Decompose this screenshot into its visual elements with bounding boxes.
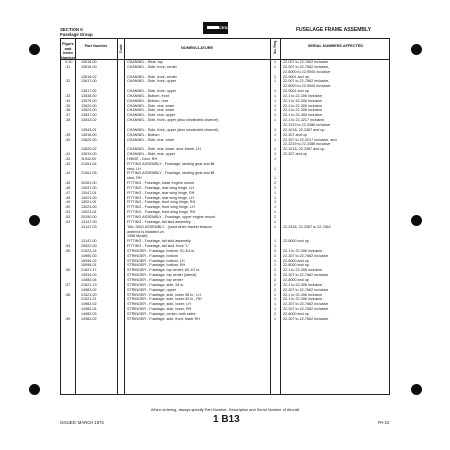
group-label: Fuselage Group xyxy=(60,32,93,38)
nomenclature-cell: CHANNEL - Bottom, rear xyxy=(127,98,169,103)
fig-index-cell: -57 xyxy=(65,282,71,287)
nomenclature-cell: HINGE - Door, RH xyxy=(127,156,158,161)
part-number-cell: 13538-00 xyxy=(81,93,97,98)
serial-cell: 22-307 to 22-7662 inclusive xyxy=(283,307,329,312)
part-number-cell: 13021-00 xyxy=(81,195,97,200)
nomenclature-cell: CHANNEL - Side, front, upper xyxy=(127,89,177,94)
serial-cell: 22-1 to 22-306 inclusive xyxy=(283,248,323,253)
req-cell: 2 xyxy=(274,215,277,219)
fig-index-cell: -38 xyxy=(65,118,71,123)
section-label: SECTION II xyxy=(60,27,83,32)
part-number-cell: 21261-05 xyxy=(81,171,97,176)
fig-index-cell: -34 xyxy=(65,98,71,103)
req-cell: 1 xyxy=(274,195,277,200)
req-cell: 1 xyxy=(274,147,277,152)
part-number-cell: 21622-24 xyxy=(81,248,97,253)
fig-index-cell: -42 xyxy=(65,156,71,161)
serial-cell: 22-307 to 22-7662 inclusive xyxy=(283,302,329,307)
part-number-cell: 13021-01 xyxy=(81,200,97,205)
part-number-cell: 21621-17 xyxy=(81,268,97,273)
page-code: 1 B13 xyxy=(213,414,240,425)
serial-cell: 22-8000 and up xyxy=(283,263,309,268)
part-number-cell: 13616-00 xyxy=(81,64,97,69)
nomenclature-cell: FITTING - Fuselage, rear wing hinge, RH xyxy=(127,190,195,195)
nomenclature-cell: FITTING ASSEMBLY - Fuselage, landing gear and lift xyxy=(127,161,215,166)
req-cell: 2 xyxy=(274,248,277,253)
fig-index-cell: -39 xyxy=(65,132,71,137)
nomenclature-cell: CHANNEL - Side, front, upper (also windshield channel) xyxy=(127,127,219,132)
col-header-serial: SERIAL NUMBERS AFFECTED xyxy=(307,44,364,48)
nomenclature-cell: FITTING - Fuselage, lower engine mount xyxy=(127,181,195,186)
part-number-cell: 14982-02 xyxy=(81,316,97,321)
nomenclature-cell: CHANNEL - Side, front, upper xyxy=(127,79,177,84)
req-cell: 1 xyxy=(274,132,277,137)
fig-index-cell: -47 xyxy=(65,190,71,195)
nomenclature-cell: STRINGER - Fuselage, side, lower 58 in., LH xyxy=(127,292,201,297)
fig-index-cell: -45 xyxy=(65,181,71,186)
serial-cell: 22-307 and up xyxy=(283,132,307,137)
fig-index-cell: -43 xyxy=(65,161,71,166)
serial-cell: 22-307 to 22-7662 inclusive xyxy=(283,253,329,258)
req-cell: 2 xyxy=(274,181,277,186)
nomenclature-cell: strut, LH xyxy=(127,166,141,171)
fig-index-cell: -35 xyxy=(65,103,71,108)
part-number-cell: 13543-01 xyxy=(81,127,97,132)
serial-cell: 22-8000 to 22-9000 inclusive xyxy=(283,84,331,89)
req-cell: 1 xyxy=(274,156,277,161)
req-cell: 1 xyxy=(274,89,277,94)
req-cell: 1 xyxy=(274,244,277,249)
req-cell: 1 xyxy=(274,79,277,84)
serial-cell: 22-1 to 22-306 inclusive xyxy=(283,93,323,98)
nomenclature-cell: CHANNEL - Side, rear, lower xyxy=(127,108,175,113)
nomenclature-cell: STRINGER - Fuselage, side, front, lower RH xyxy=(127,316,200,321)
req-cell: 1 xyxy=(274,205,277,210)
nomenclature-cell: CHANNEL - Side, rear, lower xyxy=(127,137,175,142)
part-number-cell: 21621-21 xyxy=(81,297,97,302)
part-number-cell: 20622-00 xyxy=(81,244,97,249)
nomenclature-cell: STRINGER - Fuselage, side, lower, LH xyxy=(127,302,191,307)
section-heading xyxy=(60,27,93,37)
serial-cell: 22-3219 to 22-3386 inclusive xyxy=(283,142,331,147)
col-header-nomenclature: NOMENCLATURE xyxy=(181,46,213,50)
logo-text: CESSNA xyxy=(219,24,236,30)
req-cell: 1 xyxy=(274,60,277,64)
serial-cell: 22-1 to 22-306 inclusive xyxy=(283,113,323,118)
fig-index-cell: -41 xyxy=(65,152,71,157)
nomenclature-cell: STRINGER - Fuselage, top center xyxy=(127,277,183,282)
serial-cell: 22-1 to 22-306 inclusive xyxy=(283,103,323,108)
part-number-cell: 14982-02 xyxy=(81,302,97,307)
serial-cell: 22-3218, 22-3387 and up xyxy=(283,147,325,152)
req-cell: 2 xyxy=(274,277,277,282)
req-cell: 1 xyxy=(274,137,277,142)
serial-cell: 22-007 to 22-7662 inclusive, xyxy=(283,64,330,69)
req-cell: 1 xyxy=(274,210,277,215)
req-cell: 1 xyxy=(274,302,277,307)
fig-index-cell: -37 xyxy=(65,113,71,118)
nomenclature-cell: STRINGER - Fuselage, side, lower 83 in., RH xyxy=(127,297,202,302)
part-number-cell: 21261-04 xyxy=(81,161,97,166)
req-cell: 1 xyxy=(274,239,277,244)
serial-cell: 22-8000 to 22-9000 inclusive xyxy=(283,69,331,74)
nomenclature-cell: STRINGER - Fuselage, bottom, RH xyxy=(127,263,186,268)
part-number-cell: 20261-00 xyxy=(81,181,97,186)
serial-cell: 22-307 to 22-7662 inclusive xyxy=(283,273,329,278)
nomenclature-cell: CHANNEL - Side, front, center xyxy=(127,74,177,79)
fig-index-cell: -59 xyxy=(65,316,71,321)
nomenclature-cell: STRINGER - Fuselage, side, 54 in. xyxy=(127,282,185,287)
serial-cell: 22-9001 and up xyxy=(283,89,309,94)
part-number-cell: 13023-00 xyxy=(81,205,97,210)
nomenclature-cell: FITTING - Fuselage, tail skid, front "L" xyxy=(127,244,190,249)
part-number-cell: 14980-00 xyxy=(81,253,97,258)
part-number-cell: 13147-03 xyxy=(81,224,97,229)
nomenclature-cell: STRINGER - Fuselage, bottom, LH xyxy=(127,258,185,263)
req-cell: 2 xyxy=(274,282,277,287)
part-number-cell: 13617-00 xyxy=(81,79,97,84)
col-header-fig-index: Figure and Index Number xyxy=(61,42,76,60)
page-title: FUSELAGE FRAME ASSEMBLY xyxy=(296,27,371,33)
serial-cell: 22-007 to 22-7662 inclusive xyxy=(283,60,329,64)
binder-hole-top-right xyxy=(411,44,422,55)
part-number-cell: 14982-04 xyxy=(81,307,97,312)
fig-index-cell: -33 xyxy=(65,93,71,98)
nomenclature-cell: CHANNEL - Side, front, center xyxy=(127,64,177,69)
parts-table xyxy=(60,38,390,395)
serial-cell: 22-307 to 22-3217 inclusive, and xyxy=(283,137,337,142)
nomenclature-cell: CHANNEL - Side, rear, lower xyxy=(127,103,175,108)
fig-index-cell: -53 xyxy=(65,219,71,224)
req-cell: 1 xyxy=(274,127,277,132)
serial-cell: 22-3218, 22-3387 to 22-7662 xyxy=(283,224,331,229)
fig-index-cell: -31 xyxy=(65,64,71,69)
nomenclature-cell: CHANNEL - Side, rear, upper xyxy=(127,113,176,118)
serial-cell: 22-1 to 22-306 inclusive xyxy=(283,268,323,273)
part-number-cell: 14980-04 xyxy=(81,277,97,282)
req-cell: 1 xyxy=(274,74,277,79)
binder-hole-bottom xyxy=(29,384,40,395)
fig-index-cell: -36 xyxy=(65,108,71,113)
serial-cell: 22-1 to 22-3217 inclusive, xyxy=(283,118,326,123)
req-cell: 1 xyxy=(274,190,277,195)
nomenclature-cell: FITTING ASSEMBLY - Fuselage, upper engine mount xyxy=(127,215,215,219)
nomenclature-cell: CHANNEL - Bottom, front xyxy=(127,93,169,98)
serial-cell: 22-007 to 22-7662 inclusive, xyxy=(283,79,330,84)
nomenclature-cell: antenna is installed on xyxy=(127,229,164,234)
serial-cell: 22-8000 and up xyxy=(283,311,309,316)
part-number-cell: 13023-01 xyxy=(81,210,97,215)
part-number-cell: 13617-02 xyxy=(81,89,97,94)
req-cell: 1 xyxy=(274,200,277,205)
serial-cell: 22-1 to 22-306 inclusive xyxy=(283,292,323,297)
req-cell: 2 xyxy=(274,253,277,258)
part-number-cell: 13619-00 xyxy=(81,152,97,157)
col-header-part-number: Part Number xyxy=(84,44,108,48)
part-number-cell: 13575-00 xyxy=(81,98,97,103)
nomenclature-cell: CHANNEL - Side, rear, upper xyxy=(127,152,176,157)
req-cell: 1 xyxy=(274,64,277,69)
fig-index-cell: -40 xyxy=(65,137,71,142)
serial-cell: 22-3218, 22-3387 and up xyxy=(283,127,325,132)
serial-cell: 22-1 to 22-306 inclusive xyxy=(283,282,323,287)
fig-index-cell: 9-30 xyxy=(65,60,73,64)
logo-stripe xyxy=(207,26,219,29)
nomenclature-cell: STRINGER - Fuselage, side, lower, RH xyxy=(127,307,192,312)
req-cell: 1 xyxy=(274,152,277,157)
req-cell: 1 xyxy=(274,98,277,103)
req-cell: 1 xyxy=(274,258,277,263)
nomenclature-cell: FITTING - Fuselage, front wing hinge, RH xyxy=(127,200,196,205)
parts-rows xyxy=(61,60,391,322)
nomenclature-cell: CHANNEL - Side, front, upper (also windshield channel) xyxy=(127,118,219,123)
binder-hole-middle-right xyxy=(411,215,422,226)
part-number-cell: 20290-00 xyxy=(81,215,97,219)
req-cell: 1 xyxy=(274,113,277,118)
fig-index-cell: -50 xyxy=(65,205,71,210)
req-cell: 2 xyxy=(274,268,277,273)
fig-index-cell: -44 xyxy=(65,171,71,176)
nomenclature-cell: STRINGER - Fuselage, bottom, 91-3/4 in. xyxy=(127,248,196,253)
fig-index-cell: -52 xyxy=(65,215,71,219)
part-number-cell: 21621-19 xyxy=(81,282,97,287)
fig-index-cell: -49 xyxy=(65,200,71,205)
binder-hole-middle xyxy=(29,215,40,226)
serial-cell: 22-1 to 22-306 inclusive xyxy=(283,108,323,113)
req-cell: 1 xyxy=(274,224,277,229)
nomenclature-cell: FITTING - Fuselage, rear wing hinge, LH xyxy=(127,195,194,200)
part-number-cell: 13543-02 xyxy=(81,118,97,123)
fig-index-cell: -55 xyxy=(65,248,71,253)
nomenclature-cell: FITTING - Fuselage, tail skid assembly xyxy=(127,239,191,244)
part-number-cell: 13620-02 xyxy=(81,147,97,152)
nomenclature-cell: FITTING - Fuselage, tail skid assembly xyxy=(127,219,191,224)
fig-index-cell: -46 xyxy=(65,185,71,190)
req-cell: 1 xyxy=(274,297,277,302)
fig-index-cell: -54 xyxy=(65,244,71,249)
binder-hole-bottom-right xyxy=(411,384,422,395)
part-number-cell: 14982-03 xyxy=(81,311,97,316)
fig-index-cell: -56 xyxy=(65,268,71,273)
binder-hole-top xyxy=(29,44,40,55)
fig-index-cell: -51 xyxy=(65,210,71,215)
req-cell: 1 xyxy=(274,108,277,113)
part-number-cell: 13537-00 xyxy=(81,113,97,118)
nomenclature-cell: STRINGER - Fuselage, upper xyxy=(127,287,176,292)
nomenclature-cell: strut, RH xyxy=(127,176,142,181)
issued-date: ISSUED: MARCH 1973 xyxy=(60,420,104,425)
req-cell: 1 xyxy=(274,176,277,181)
part-number-cell: 13047-01 xyxy=(81,190,97,195)
part-number-cell: 21621-20 xyxy=(81,292,97,297)
nomenclature-cell: FITTING - Fuselage, front wing hinge, RH xyxy=(127,210,196,215)
nomenclature-cell: STRINGER - Fuselage, top center (lateral) xyxy=(127,273,197,278)
part-number-cell: 14982-02 xyxy=(81,287,97,292)
req-cell: 1 xyxy=(274,292,277,297)
part-number-cell: 13620-00 xyxy=(81,103,97,108)
req-cell: 2 xyxy=(274,273,277,278)
serial-cell: 22-1 to 22-306 inclusive xyxy=(283,297,323,302)
fig-index-cell: -32 xyxy=(65,79,71,84)
serial-cell: 22-9001 and up xyxy=(283,74,309,79)
nomenclature-cell: 1958 Model) xyxy=(127,234,148,239)
req-cell: 1 xyxy=(274,93,277,98)
ordering-note: When ordering, always specify Part Number, Description and Serial Number of Aircraft xyxy=(150,407,300,412)
req-cell: 1 xyxy=(274,316,277,321)
nomenclature-cell: TAIL SKID ASSEMBLY - (used when tracker beacon xyxy=(127,224,213,229)
nomenclature-cell: STRINGER - Fuselage, center, both sides xyxy=(127,311,196,316)
req-cell: 2 xyxy=(274,311,277,316)
page-number: PA-22 xyxy=(378,420,390,425)
serial-cell: 22-307 to 22-7662 inclusive xyxy=(283,287,329,292)
nomenclature-cell: CHANNEL - Rear, top xyxy=(127,60,163,64)
serial-cell: 22-8000 and up xyxy=(283,277,309,282)
req-cell: 1 xyxy=(274,219,277,224)
col-header-code: Code xyxy=(119,44,123,53)
serial-cell: 22-8000 and up xyxy=(283,239,309,244)
part-number-cell: 15096-02 xyxy=(81,258,97,263)
part-number-cell: 13147-00 xyxy=(81,239,97,244)
req-cell: 1 xyxy=(274,118,277,123)
serial-cell: 22-8000 and up xyxy=(283,258,309,263)
part-number-cell: 15096-01 xyxy=(81,263,97,268)
req-cell: 1 xyxy=(274,166,277,171)
col-header-req: No. Req. xyxy=(273,40,277,54)
req-cell: 1 xyxy=(274,185,277,190)
fig-index-cell: -48 xyxy=(65,195,71,200)
serial-cell: 22-1 to 22-306 inclusive xyxy=(283,98,323,103)
part-number-cell: 13618-00 xyxy=(81,132,97,137)
nomenclature-cell: STRINGER - Fuselage, top center, 69-1/2 in. xyxy=(127,268,201,273)
nomenclature-cell: CHANNEL - Bottom xyxy=(127,132,160,137)
part-number-cell: 13620-00 xyxy=(81,137,97,142)
nomenclature-cell: CHANNEL - Side, rear, lower, door frame, LH xyxy=(127,147,201,152)
nomenclature-cell: STRINGER - Fuselage, bottom xyxy=(127,253,178,258)
serial-cell: 22-307 and up xyxy=(283,152,307,157)
part-number-cell: 13623-00 xyxy=(81,108,97,113)
serial-cell: 22-307 to 22-7662 inclusive xyxy=(283,316,329,321)
req-cell: 1 xyxy=(274,307,277,312)
nomenclature-cell: FITTING - Fuselage, rear wing hinge, LH xyxy=(127,185,194,190)
nomenclature-cell: FITTING - Fuselage, front wing hinge, LH xyxy=(127,205,195,210)
part-number-cell: 13147-00 xyxy=(81,219,97,224)
req-cell: 2 xyxy=(274,287,277,292)
serial-cell: 22-3219 to 22-3386 inclusive xyxy=(283,122,331,127)
fig-index-cell: -58 xyxy=(65,292,71,297)
part-number-cell: 11542-00 xyxy=(81,156,97,161)
part-number-cell: 13047-00 xyxy=(81,185,97,190)
part-number-cell: 13616-00 xyxy=(81,60,97,64)
table-row xyxy=(61,317,391,322)
part-number-cell: 13616-02 xyxy=(81,74,97,79)
part-number-cell: 13934-00 xyxy=(81,273,97,278)
nomenclature-cell: FITTING ASSEMBLY - Fuselage, landing gear and lift xyxy=(127,171,215,176)
req-cell: 1 xyxy=(274,263,277,268)
req-cell: 1 xyxy=(274,103,277,108)
